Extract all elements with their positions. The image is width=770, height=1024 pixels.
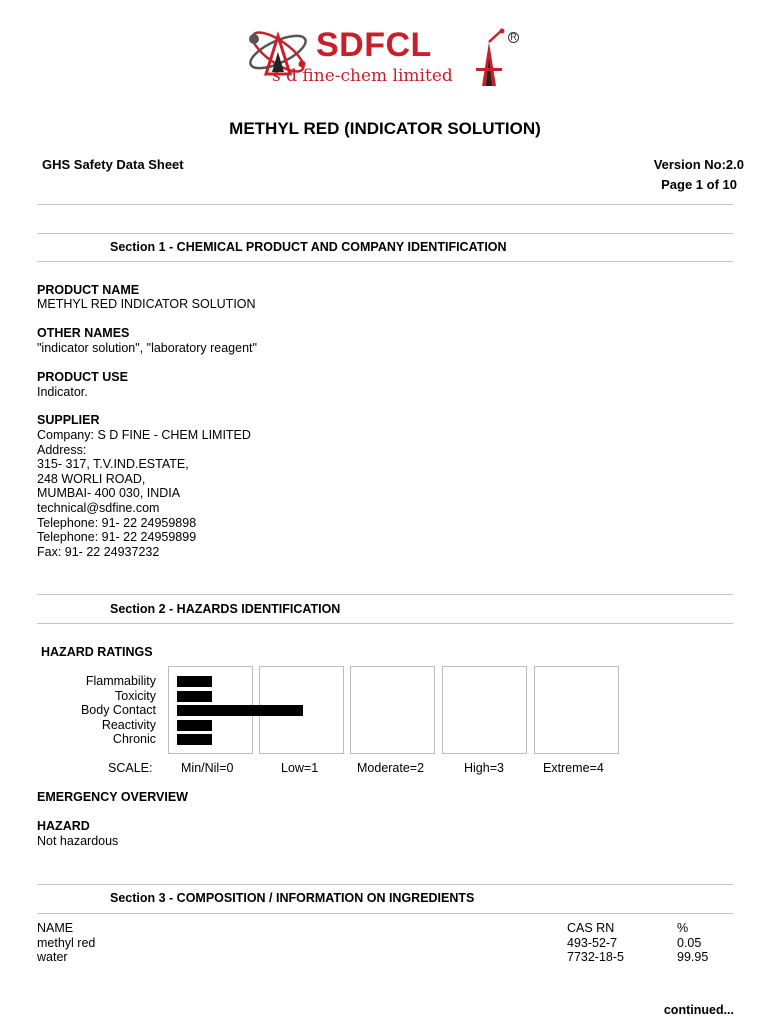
hazard-bar-reactivity bbox=[177, 720, 212, 731]
registered-mark: R bbox=[508, 32, 519, 43]
product-name: METHYL RED INDICATOR SOLUTION bbox=[37, 297, 256, 311]
continued-note: continued... bbox=[663, 1003, 734, 1017]
ingredient-cas: 7732-18-5 bbox=[567, 950, 624, 965]
scale-box-3 bbox=[442, 666, 527, 754]
hazard-bar-toxicity bbox=[177, 691, 212, 702]
rating-name: Reactivity bbox=[101, 717, 156, 732]
rating-name: Chronic bbox=[112, 732, 156, 747]
scale-item: Moderate=2 bbox=[357, 761, 425, 775]
hazard-bar-flammability bbox=[177, 676, 212, 687]
column-header-percent: % bbox=[677, 921, 689, 935]
hazard-value: Not hazardous bbox=[37, 834, 119, 848]
section-2-heading: Section 2 - HAZARDS IDENTIFICATION bbox=[110, 602, 341, 616]
supplier-block bbox=[37, 428, 251, 559]
hazard-rating-names bbox=[50, 674, 156, 747]
ingredient-name: methyl red bbox=[37, 935, 96, 950]
ingredient-percent: 0.05 bbox=[677, 935, 702, 950]
ingredient-name: water bbox=[37, 950, 68, 965]
divider bbox=[37, 261, 733, 262]
supplier-label: SUPPLIER bbox=[37, 413, 100, 427]
page-number: Page 1 of 10 bbox=[661, 177, 737, 192]
percent-column bbox=[677, 921, 708, 965]
logo-wordmark: SDFCL bbox=[316, 26, 432, 64]
ingredient-cas: 493-52-7 bbox=[567, 935, 618, 950]
supplier-fax: Fax: 91- 22 24937232 bbox=[37, 544, 160, 559]
scale-box-4 bbox=[534, 666, 619, 754]
scale-item: Low=1 bbox=[281, 761, 319, 775]
column-header-name: NAME bbox=[37, 921, 74, 935]
emergency-overview-label: EMERGENCY OVERVIEW bbox=[37, 790, 188, 804]
hazard-label: HAZARD bbox=[37, 819, 90, 833]
cas-column bbox=[567, 921, 624, 965]
scale-label: SCALE: bbox=[108, 761, 153, 775]
section-3-heading: Section 3 - COMPOSITION / INFORMATION ON INGREDIENTS bbox=[110, 891, 475, 905]
rating-name: Toxicity bbox=[115, 688, 156, 703]
supplier-address-line: MUMBAI- 400 030, INDIA bbox=[37, 486, 181, 501]
document-title: METHYL RED (INDICATOR SOLUTION) bbox=[229, 119, 541, 138]
section-1-heading: Section 1 - CHEMICAL PRODUCT AND COMPANY IDENTIFICATION bbox=[110, 240, 507, 254]
supplier-email: technical@sdfine.com bbox=[37, 500, 160, 515]
ingredient-name-column bbox=[37, 921, 95, 965]
divider bbox=[37, 233, 733, 234]
product-name-label: PRODUCT NAME bbox=[37, 283, 140, 297]
scale-item: Min/Nil=0 bbox=[181, 761, 234, 775]
other-names-label: OTHER NAMES bbox=[37, 326, 130, 340]
hazard-ratings-label: HAZARD RATINGS bbox=[41, 645, 153, 659]
scale-item: Extreme=4 bbox=[543, 761, 604, 775]
ingredient-percent: 99.95 bbox=[677, 950, 709, 965]
hazard-bar-body-contact bbox=[177, 705, 303, 716]
rating-name: Body Contact bbox=[80, 703, 156, 718]
divider bbox=[37, 204, 733, 205]
divider bbox=[37, 913, 733, 914]
supplier-address-label: Address: bbox=[37, 442, 87, 457]
divider bbox=[37, 594, 733, 595]
doc-type: GHS Safety Data Sheet bbox=[42, 157, 184, 172]
hazard-bar-chronic bbox=[177, 734, 212, 745]
scale-box-2 bbox=[350, 666, 435, 754]
company-logo bbox=[244, 22, 534, 90]
supplier-address-line: 248 WORLI ROAD, bbox=[37, 471, 146, 486]
supplier-telephone: Telephone: 91- 22 24959899 bbox=[37, 530, 197, 545]
divider bbox=[37, 884, 733, 885]
tower-logo-icon bbox=[472, 28, 506, 88]
supplier-address-line: 315- 317, T.V.IND.ESTATE, bbox=[37, 457, 189, 472]
other-names: "indicator solution", "laboratory reagent" bbox=[37, 341, 257, 355]
supplier-company: Company: S D FINE - CHEM LIMITED bbox=[37, 428, 251, 442]
product-use: Indicator. bbox=[37, 385, 88, 399]
scale-item: High=3 bbox=[464, 761, 504, 775]
rating-name: Flammability bbox=[85, 674, 156, 688]
product-use-label: PRODUCT USE bbox=[37, 370, 128, 384]
logo-tagline: s d fine-chem limited bbox=[272, 66, 453, 86]
version-number: Version No:2.0 bbox=[653, 157, 744, 172]
supplier-telephone: Telephone: 91- 22 24959898 bbox=[37, 515, 197, 530]
column-header-cas: CAS RN bbox=[567, 921, 615, 935]
divider bbox=[37, 623, 733, 624]
